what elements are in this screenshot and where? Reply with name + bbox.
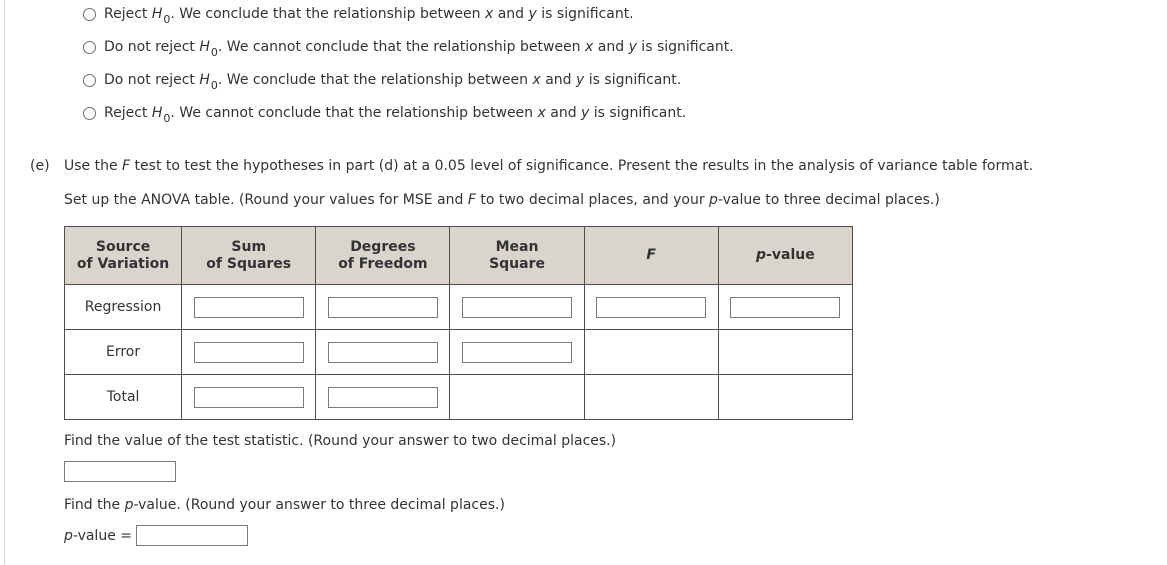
p-value-question: Find the p-value. (Round your answer to three decimal places.) [64,497,505,513]
header-source: Source of Variation [65,227,182,285]
empty-cell [718,330,852,375]
part-e-instructions: (e) Use the F test to test the hypotheses in part (d) at a 0.05 level of significance. Present the results in the analysis of variance table format. [30,158,1034,174]
row-label-total: Total [65,375,182,420]
header-mean-square: Mean Square [450,227,584,285]
table-row-regression [65,285,853,330]
regression-pvalue-input[interactable] [730,297,840,318]
p-value-answer-row [64,525,248,546]
header-degrees-of-freedom: Degrees of Freedom [316,227,450,285]
empty-cell [450,375,584,420]
option-text: Do not reject $H_0$. We cannot conclude that the relationship between x and y is significant. [104,39,734,59]
empty-cell [718,375,852,420]
option-reject-cannot-conclude[interactable] [83,103,686,123]
anova-table [64,226,853,420]
anova-header-row [65,227,853,285]
option-text: Reject $H_0$. We conclude that the relationship between x and y is significant. [104,6,634,26]
table-row-total [65,375,853,420]
error-df-input[interactable] [328,342,438,363]
anova-setup-instructions: Set up the ANOVA table. (Round your values for MSE and F to two decimal places, and your p-value to three decimal places.) [64,192,940,208]
part-label: (e) [30,158,50,174]
table-row-error [65,330,853,375]
radio-button[interactable] [83,8,96,21]
error-ms-input[interactable] [462,342,572,363]
left-border [4,0,5,565]
p-value-label: p-value = [64,527,132,544]
header-sum-of-squares: Sum of Squares [182,227,316,285]
test-statistic-input[interactable] [64,461,176,482]
radio-button[interactable] [83,107,96,120]
total-df-input[interactable] [328,387,438,408]
regression-f-input[interactable] [596,297,706,318]
regression-df-input[interactable] [328,297,438,318]
error-ss-input[interactable] [194,342,304,363]
row-label-error: Error [65,330,182,375]
header-f: F [584,227,718,285]
option-text: Do not reject $H_0$. We conclude that the relationship between x and y is significant. [104,72,682,92]
radio-button[interactable] [83,74,96,87]
empty-cell [584,375,718,420]
option-reject-conclude[interactable] [83,4,634,24]
header-p-value: p-value [718,227,852,285]
test-statistic-question: Find the value of the test statistic. (Round your answer to two decimal places.) [64,433,617,449]
regression-ms-input[interactable] [462,297,572,318]
regression-ss-input[interactable] [194,297,304,318]
row-label-regression: Regression [65,285,182,330]
option-not-reject-conclude[interactable] [83,70,681,90]
option-not-reject-cannot-conclude[interactable] [83,37,734,57]
option-text: Reject $H_0$. We cannot conclude that the relationship between x and y is significant. [104,105,687,125]
total-ss-input[interactable] [194,387,304,408]
p-value-input[interactable] [136,525,248,546]
empty-cell [584,330,718,375]
radio-button[interactable] [83,41,96,54]
